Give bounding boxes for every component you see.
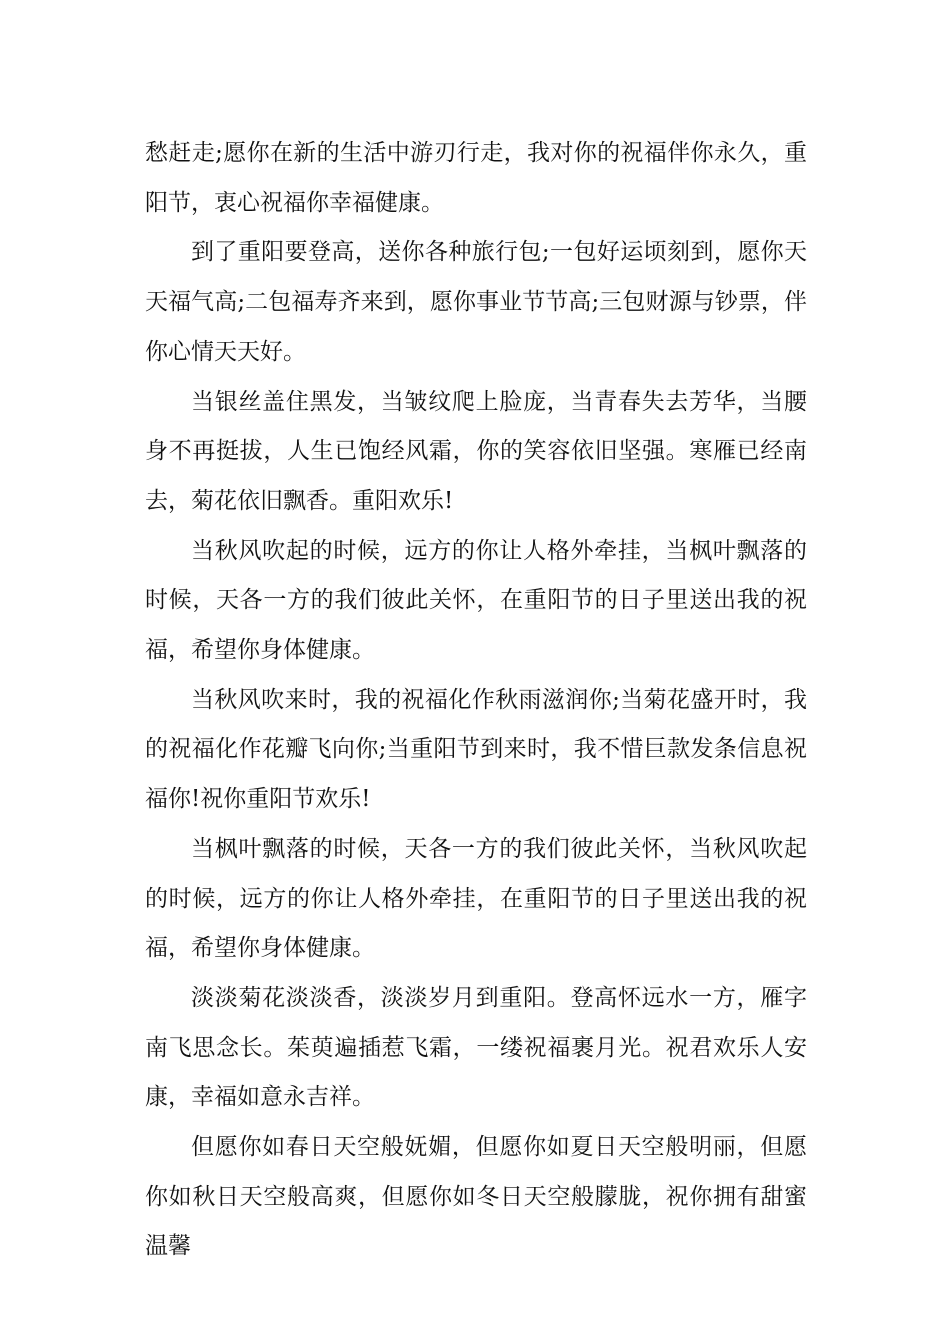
paragraph-2: 到了重阳要登高，送你各种旅行包;一包好运顷刻到，愿你天天福气高;二包福寿齐来到，愿你事业节节高;三包财源与钞票，伴你心情天天好。 <box>145 239 807 365</box>
paragraph-8: 但愿你如春日天空般妩媚，但愿你如夏日天空般明丽，但愿你如秋日天空般高爽，但愿你如冬日天空般朦胧，祝你拥有甜蜜温馨 <box>145 1134 807 1260</box>
paragraph-4: 当秋风吹起的时候，远方的你让人格外牵挂，当枫叶飘落的时候，天各一方的我们彼此关怀，在重阳节的日子里送出我的祝福，希望你身体健康。 <box>145 537 807 664</box>
paragraph-1: 愁赶走;愿你在新的生活中游刃行走，我对你的祝福伴你永久，重阳节，衷心祝福你幸福健康。 <box>145 140 807 216</box>
document-body <box>145 129 807 1272</box>
paragraph-5: 当秋风吹来时，我的祝福化作秋雨滋润你;当菊花盛开时，我的祝福化作花瓣飞向你;当重阳节到来时，我不惜巨款发条信息祝福你!祝你重阳节欢乐! <box>145 686 807 813</box>
paragraph-6: 当枫叶飘落的时候，天各一方的我们彼此关怀，当秋风吹起的时候，远方的你让人格外牵挂，在重阳节的日子里送出我的祝福，希望你身体健康。 <box>145 835 807 962</box>
paragraph-7: 淡淡菊花淡淡香，淡淡岁月到重阳。登高怀远水一方，雁字南飞思念长。茱萸遍插惹飞霜，一缕祝福裹月光。祝君欢乐人安康，幸福如意永吉祥。 <box>145 984 807 1111</box>
paragraph-3: 当银丝盖住黑发，当皱纹爬上脸庞，当青春失去芳华，当腰身不再挺拔，人生已饱经风霜，你的笑容依旧坚强。寒雁已经南去，菊花依旧飘香。重阳欢乐! <box>145 388 807 514</box>
